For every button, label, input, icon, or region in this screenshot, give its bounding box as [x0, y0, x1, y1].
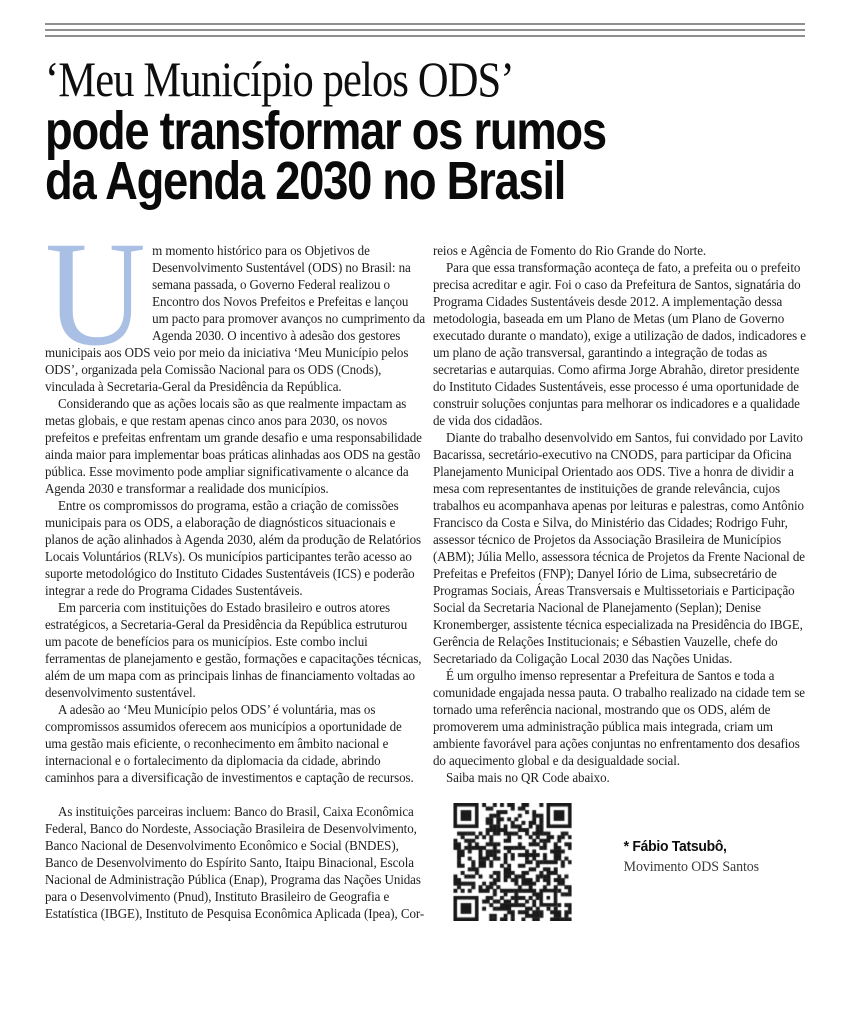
headline-kicker: ‘Meu Município pelos ODS’ — [45, 51, 514, 107]
author-organization: Movimento ODS Santos — [623, 859, 759, 875]
headline — [45, 51, 825, 211]
paragraph: Um momento histórico para os Objetivos de Desenvolvimento Sustentável (ODS) no Brasil: na semana passada, o Governo Federal realizou o Encontro dos Novos Prefeitos e Prefeitas e lançou um pacto para promover avanços no cumprimento da Agenda 2030. O incentivo à adesão dos gestores municipais aos ODS veio por meio da iniciativa ‘Meu Município pelos ODS’, organizada pela Comissão Nacional para os ODS (Cnods), vinculada à Secretaria-Geral da Presidência da República. — [45, 211, 426, 395]
paragraph: Considerando que as ações locais são as que realmente impactam as metas globais, e que restam apenas cinco anos para 2030, os novos prefeitos e prefeitas enfrentam um grande desafio e uma responsabilidade ainda maior para implementar boas práticas alinhadas aos ODS na gestão pública. Esse movimento pode ampliar significativamente o alcance da Agenda 2030 e transformar a realidade dos municípios. — [45, 397, 422, 497]
top-divider-rules — [45, 23, 805, 41]
paragraph: Para que essa transformação aconteça de fato, a prefeita ou o prefeito precisa acreditar e agir. Foi o caso da Prefeitura de Santos, signatária do Programa Cidades Sustentáveis desde 2012. A implementação dessa metodologia, baseada em um Plano de Metas (um Plano de Governo executado durante o mandato), exige a utilização de dados, indicadores e um plano de ação transversal, garantindo a integração de todas as secretarias e autarquias. Como afirma Jorge Abrahão, diretor presidente do Instituto Cidades Sustentáveis, esse processo é uma oportunidade de construir soluções conjuntas para melhorar os indicadores e a qualidade de vida dos cidadãos. — [433, 261, 806, 429]
qr-byline-row — [453, 803, 813, 921]
left-column — [45, 211, 426, 923]
headline-main-line-2: da Agenda 2030 no Brasil — [45, 151, 566, 211]
paragraph: reios e Agência de Fomento do Rio Grande do Norte. — [433, 244, 707, 259]
paragraph: As instituições parceiras incluem: Banco do Brasil, Caixa Econômica Federal, Banco do Nordeste, Associação Brasileira de Desenvolvimento, Banco Nacional de Desenvolvimento Econômico e Social (BNDES), Banco de Desenvolvimento do Espírito Santo, Itaipu Binacional, Escola Nacional de Administração Pública (Enap), Programa das Nações Unidas para o Desenvolvimento (Pnud), Instituto Brasileiro de Geografia e Estatística (IBGE), Instituto de Pesquisa Econômica Aplicada (Ipea), Cor- — [45, 805, 425, 922]
byline — [624, 837, 759, 877]
author-name: * Fábio Tatsubô, — [623, 838, 727, 855]
divider-line — [45, 23, 805, 25]
qr-code-icon — [453, 803, 571, 921]
paragraph: É um orgulho imenso representar a Prefeitura de Santos e toda a comunidade engajada nessa pauta. O trabalho realizado na cidade tem se tornado uma referência nacional, mostrando que os ODS, além de promoverem uma administração pública mais integrada, criam um ambiente favorável para ações conjuntas no enfrentamento dos desafios do aquecimento global e da desigualdade social. — [433, 669, 805, 769]
paragraph: Diante do trabalho desenvolvido em Santos, fui convidado por Lavito Bacarissa, secretário-executivo na CNODS, para participar da Oficina Planejamento Municipal Orientado aos ODS. Tive a honra de dividir a mesa com representantes de instituições de grande relevância, cujos trabalhos eu acompanhava apenas por leituras e palestras, como Antônio Francisco da Costa e Silva, do Ministério das Cidades; Rodrigo Fuhr, assessor técnico de Projetos da Associação Brasileira de Municípios (ABM); Júlia Mello, assessora técnica de Projetos da Frente Nacional de Prefeitas e Prefeitos (FNP); Danyel Iório de Lima, subsecretário de Programas Sociais, Áreas Transversais e Multissetoriais e Participação Social da Secretaria Nacional de Planejamento (Seplan); Denise Kronemberger, assistente técnica especializada na Presidência do IBGE, Gerência de Relações Institucionais; e Sébastien Vauzelle, chefe do Secretariado da Coligação Local 2030 das Nações Unidas. — [433, 431, 805, 667]
paragraph: Saiba mais no QR Code abaixo. — [446, 771, 610, 786]
divider-line — [45, 29, 805, 31]
paragraph: Entre os compromissos do programa, estão a criação de comissões municipais para os ODS, a elaboração de diagnósticos situacionais e planos de ação alinhados à Agenda 2030, além da produção de Relatórios Locais Voluntários (RLVs). Os municípios participantes terão acesso ao suporte metodológico do Instituto Cidades Sustentáveis (ICS) e poderão integrar a rede do Programa Cidades Sustentáveis. — [45, 499, 422, 599]
drop-cap: U — [45, 211, 146, 377]
headline-main-line-1: pode transformar os rumos — [45, 101, 606, 161]
paragraph: A adesão ao ‘Meu Município pelos ODS’ é voluntária, mas os compromissos assumidos oferecem aos municípios a oportunidade de uma gestão mais eficiente, o reconhecimento em âmbito nacional e internacional e o fortalecimento da diplomacia da cidade, abrindo caminhos para a diversificação de investimentos e captação de recursos. — [45, 703, 414, 786]
right-column — [433, 243, 813, 921]
divider-line — [45, 35, 805, 37]
paragraph: Em parceria com instituições do Estado brasileiro e outros atores estratégicos, a Secretaria-Geral da Presidência da República estruturou um pacote de benefícios para os municípios. Este combo inclui ferramentas de planejamento e gestão, formações e capacitações técnicas, além de um mapa com as principais linhas de financiamento voltadas ao desenvolvimento sustentável. — [45, 601, 422, 701]
